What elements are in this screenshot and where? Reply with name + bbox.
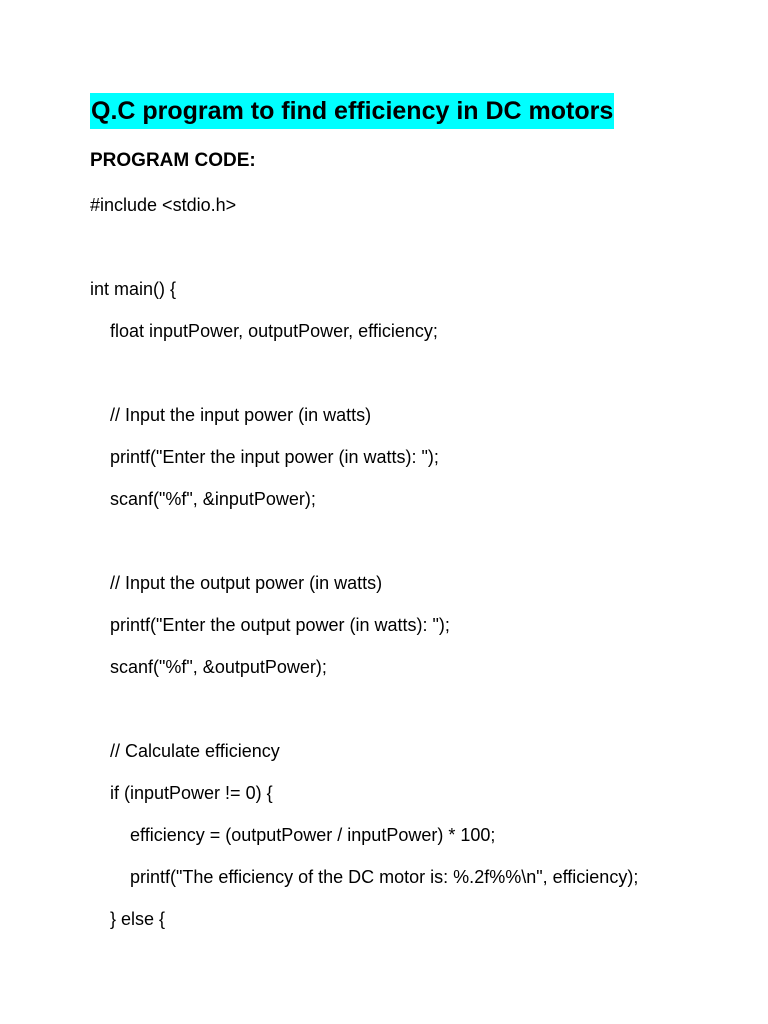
title-block — [90, 93, 614, 129]
code-line — [90, 697, 638, 739]
code-line: int main() { — [90, 279, 177, 299]
section-heading: PROGRAM CODE: — [90, 150, 256, 171]
code-line — [90, 529, 638, 571]
code-line: scanf("%f", &outputPower); — [90, 657, 327, 677]
code-line: } else { — [90, 909, 166, 929]
code-line: // Input the input power (in watts) — [90, 405, 372, 425]
code-line: // Calculate efficiency — [90, 741, 280, 761]
code-line: efficiency = (outputPower / inputPower) * 100; — [90, 825, 496, 845]
code-line: #include <stdio.h> — [90, 195, 237, 215]
code-block — [90, 193, 638, 949]
code-line — [90, 235, 638, 277]
code-line: printf("Enter the output power (in watts): "); — [90, 615, 450, 635]
code-line: if (inputPower != 0) { — [90, 783, 273, 803]
document-title: Q.C program to find efficiency in DC motors — [90, 93, 614, 129]
code-line: float inputPower, outputPower, efficiency; — [90, 321, 438, 341]
code-line: printf("Enter the input power (in watts): "); — [90, 447, 439, 467]
code-line: scanf("%f", &inputPower); — [90, 489, 316, 509]
code-line — [90, 361, 638, 403]
code-line: printf("The efficiency of the DC motor is: %.2f%%\n", efficiency); — [90, 867, 639, 887]
code-line: // Input the output power (in watts) — [90, 573, 383, 593]
